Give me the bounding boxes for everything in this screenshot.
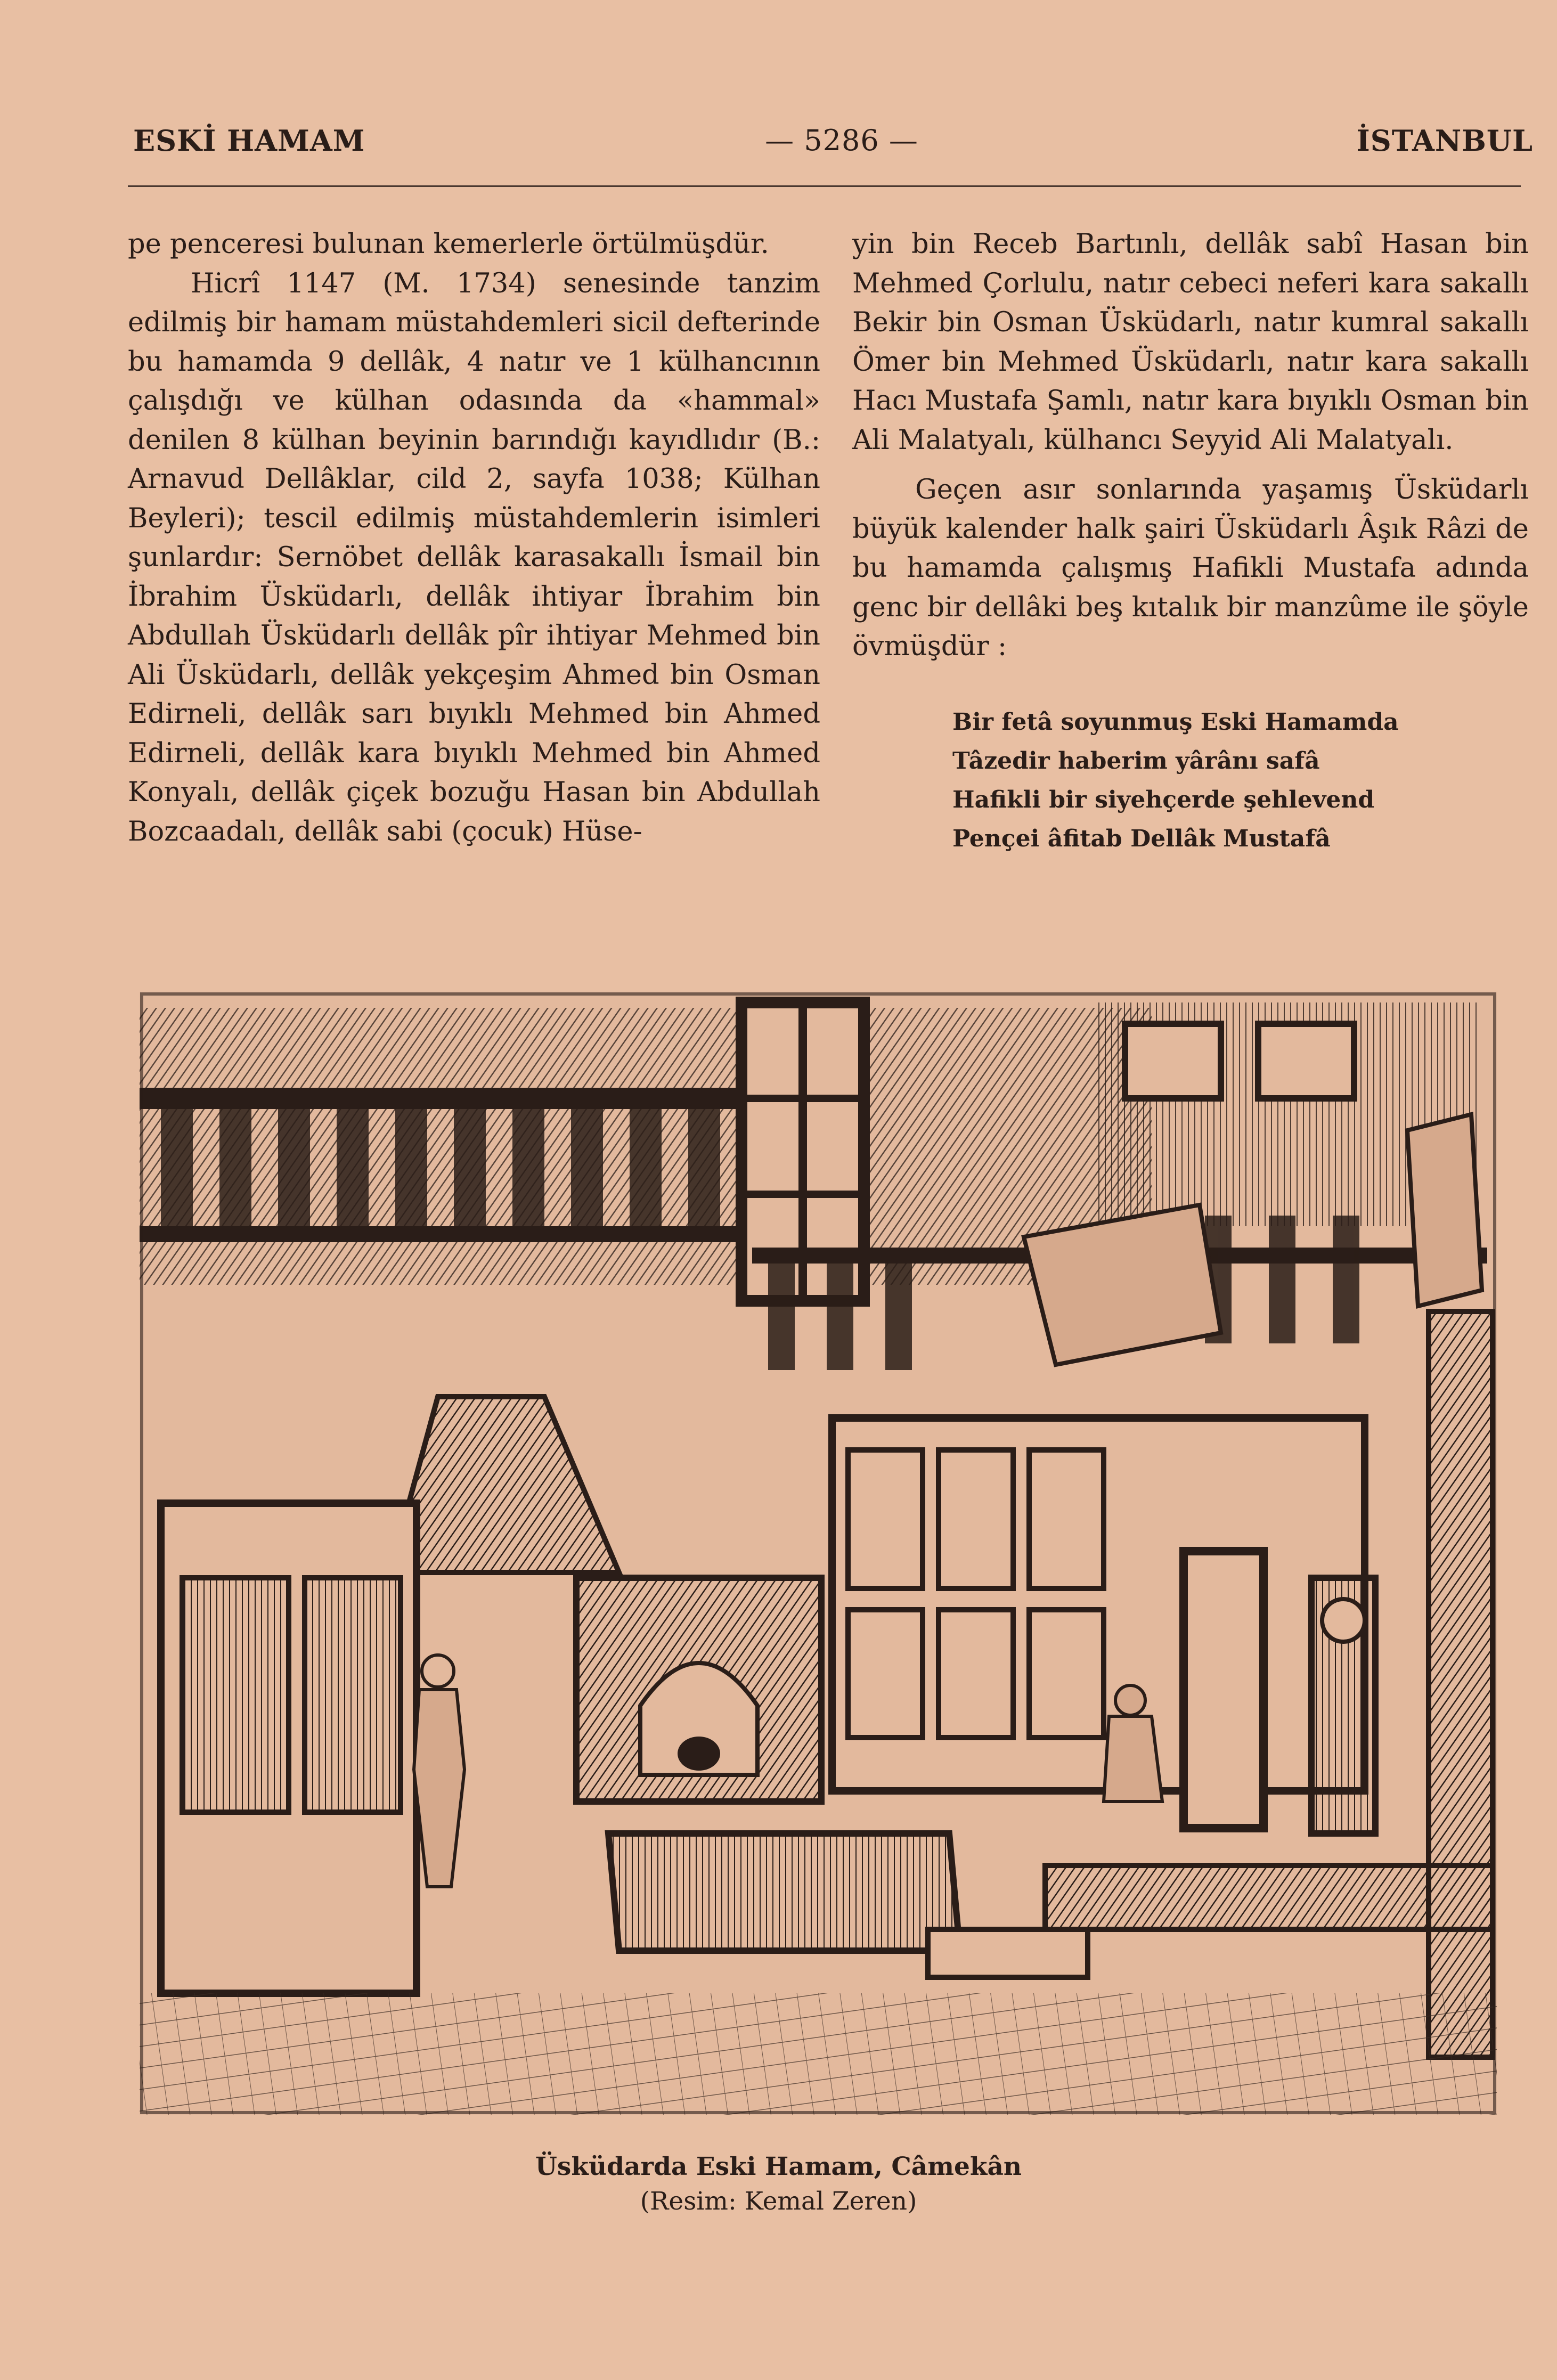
page-number: — 5286 — xyxy=(765,124,918,157)
poem-line: Tâzedir haberim yârânı safâ xyxy=(952,747,1320,775)
header-rule xyxy=(128,185,1521,187)
running-head-right: İSTANBUL xyxy=(1356,124,1533,158)
poem xyxy=(952,703,1529,858)
paragraph: Geçen asır sonlarında yaşamış Üsküdarlı büyük kalender halk şairi Üsküdarlı Âşık Râzi de bu hamamda çalışmış Hafikli Mustafa adında genc bir dellâki beş kıtalık bir manzûme ile şöyle övmüşdür : xyxy=(852,474,1529,662)
paragraph: Hicrî 1147 (M. 1734) senesinde tanzim edilmiş bir hamam müstahdemleri sicil defterinde bu hamamda 9 dellâk, 4 natır ve 1 külhancının çalışdığı ve külhan odasında da «hammal» denilen 8 külhan beyinin barındığı kayıdlıdır (B.: Arnavud Dellâklar, cild 2, sayfa 1038; Külhan Beyleri); tescil edilmiş müstahdemlerin isimleri şunlardır: Sernöbet dellâk karasakallı İsmail bin İbrahim Üsküdarlı, dellâk ihtiyar İbrahim bin Abdullah Üsküdarlı dellâk pîr ihtiyar Mehmed bin Ali Üsküdarlı, dellâk yekçeşim Ahmed bin Osman Edirneli, dellâk sarı bıyıklı Mehmed bin Ahmed Edirneli, dellâk kara bıyıklı Mehmed bin Ahmed Konyalı, dellâk çiçek bozuğu Hasan bin Abdullah Bozcaadalı, dellâk sabi (çocuk) Hüse- xyxy=(128,267,820,847)
illustration-bath-interior xyxy=(140,992,1497,2115)
paragraph: yin bin Receb Bartınlı, dellâk sabî Hasan bin Mehmed Çorlulu, natır cebeci neferi kara sakallı Bekir bin Osman Üsküdarlı, natır kumral sakallı Ömer bin Mehmed Üsküdarlı, natır kara sakallı Hacı Mustafa Şamlı, natır kara bıyıklı Osman bin Ali Malatyalı, külhancı Seyyid Ali Malatyalı. xyxy=(852,229,1529,456)
poem-line: Pençei âfitab Dellâk Mustafâ xyxy=(952,825,1331,852)
left-column xyxy=(128,225,820,851)
running-head-left: ESKİ HAMAM xyxy=(133,124,365,158)
poem-line: Bir fetâ soyunmuş Eski Hamamda xyxy=(952,708,1399,736)
poem-line: Hafikli bir siyehçerde şehlevend xyxy=(952,786,1375,813)
figure-caption: Üsküdarda Eski Hamam, Câmekân xyxy=(535,2152,1022,2181)
paragraph: pe penceresi bulunan kemerlerle örtülmüşdür. xyxy=(128,229,769,260)
figure-credit: (Resim: Kemal Zeren) xyxy=(640,2187,917,2216)
right-column xyxy=(852,225,1529,858)
